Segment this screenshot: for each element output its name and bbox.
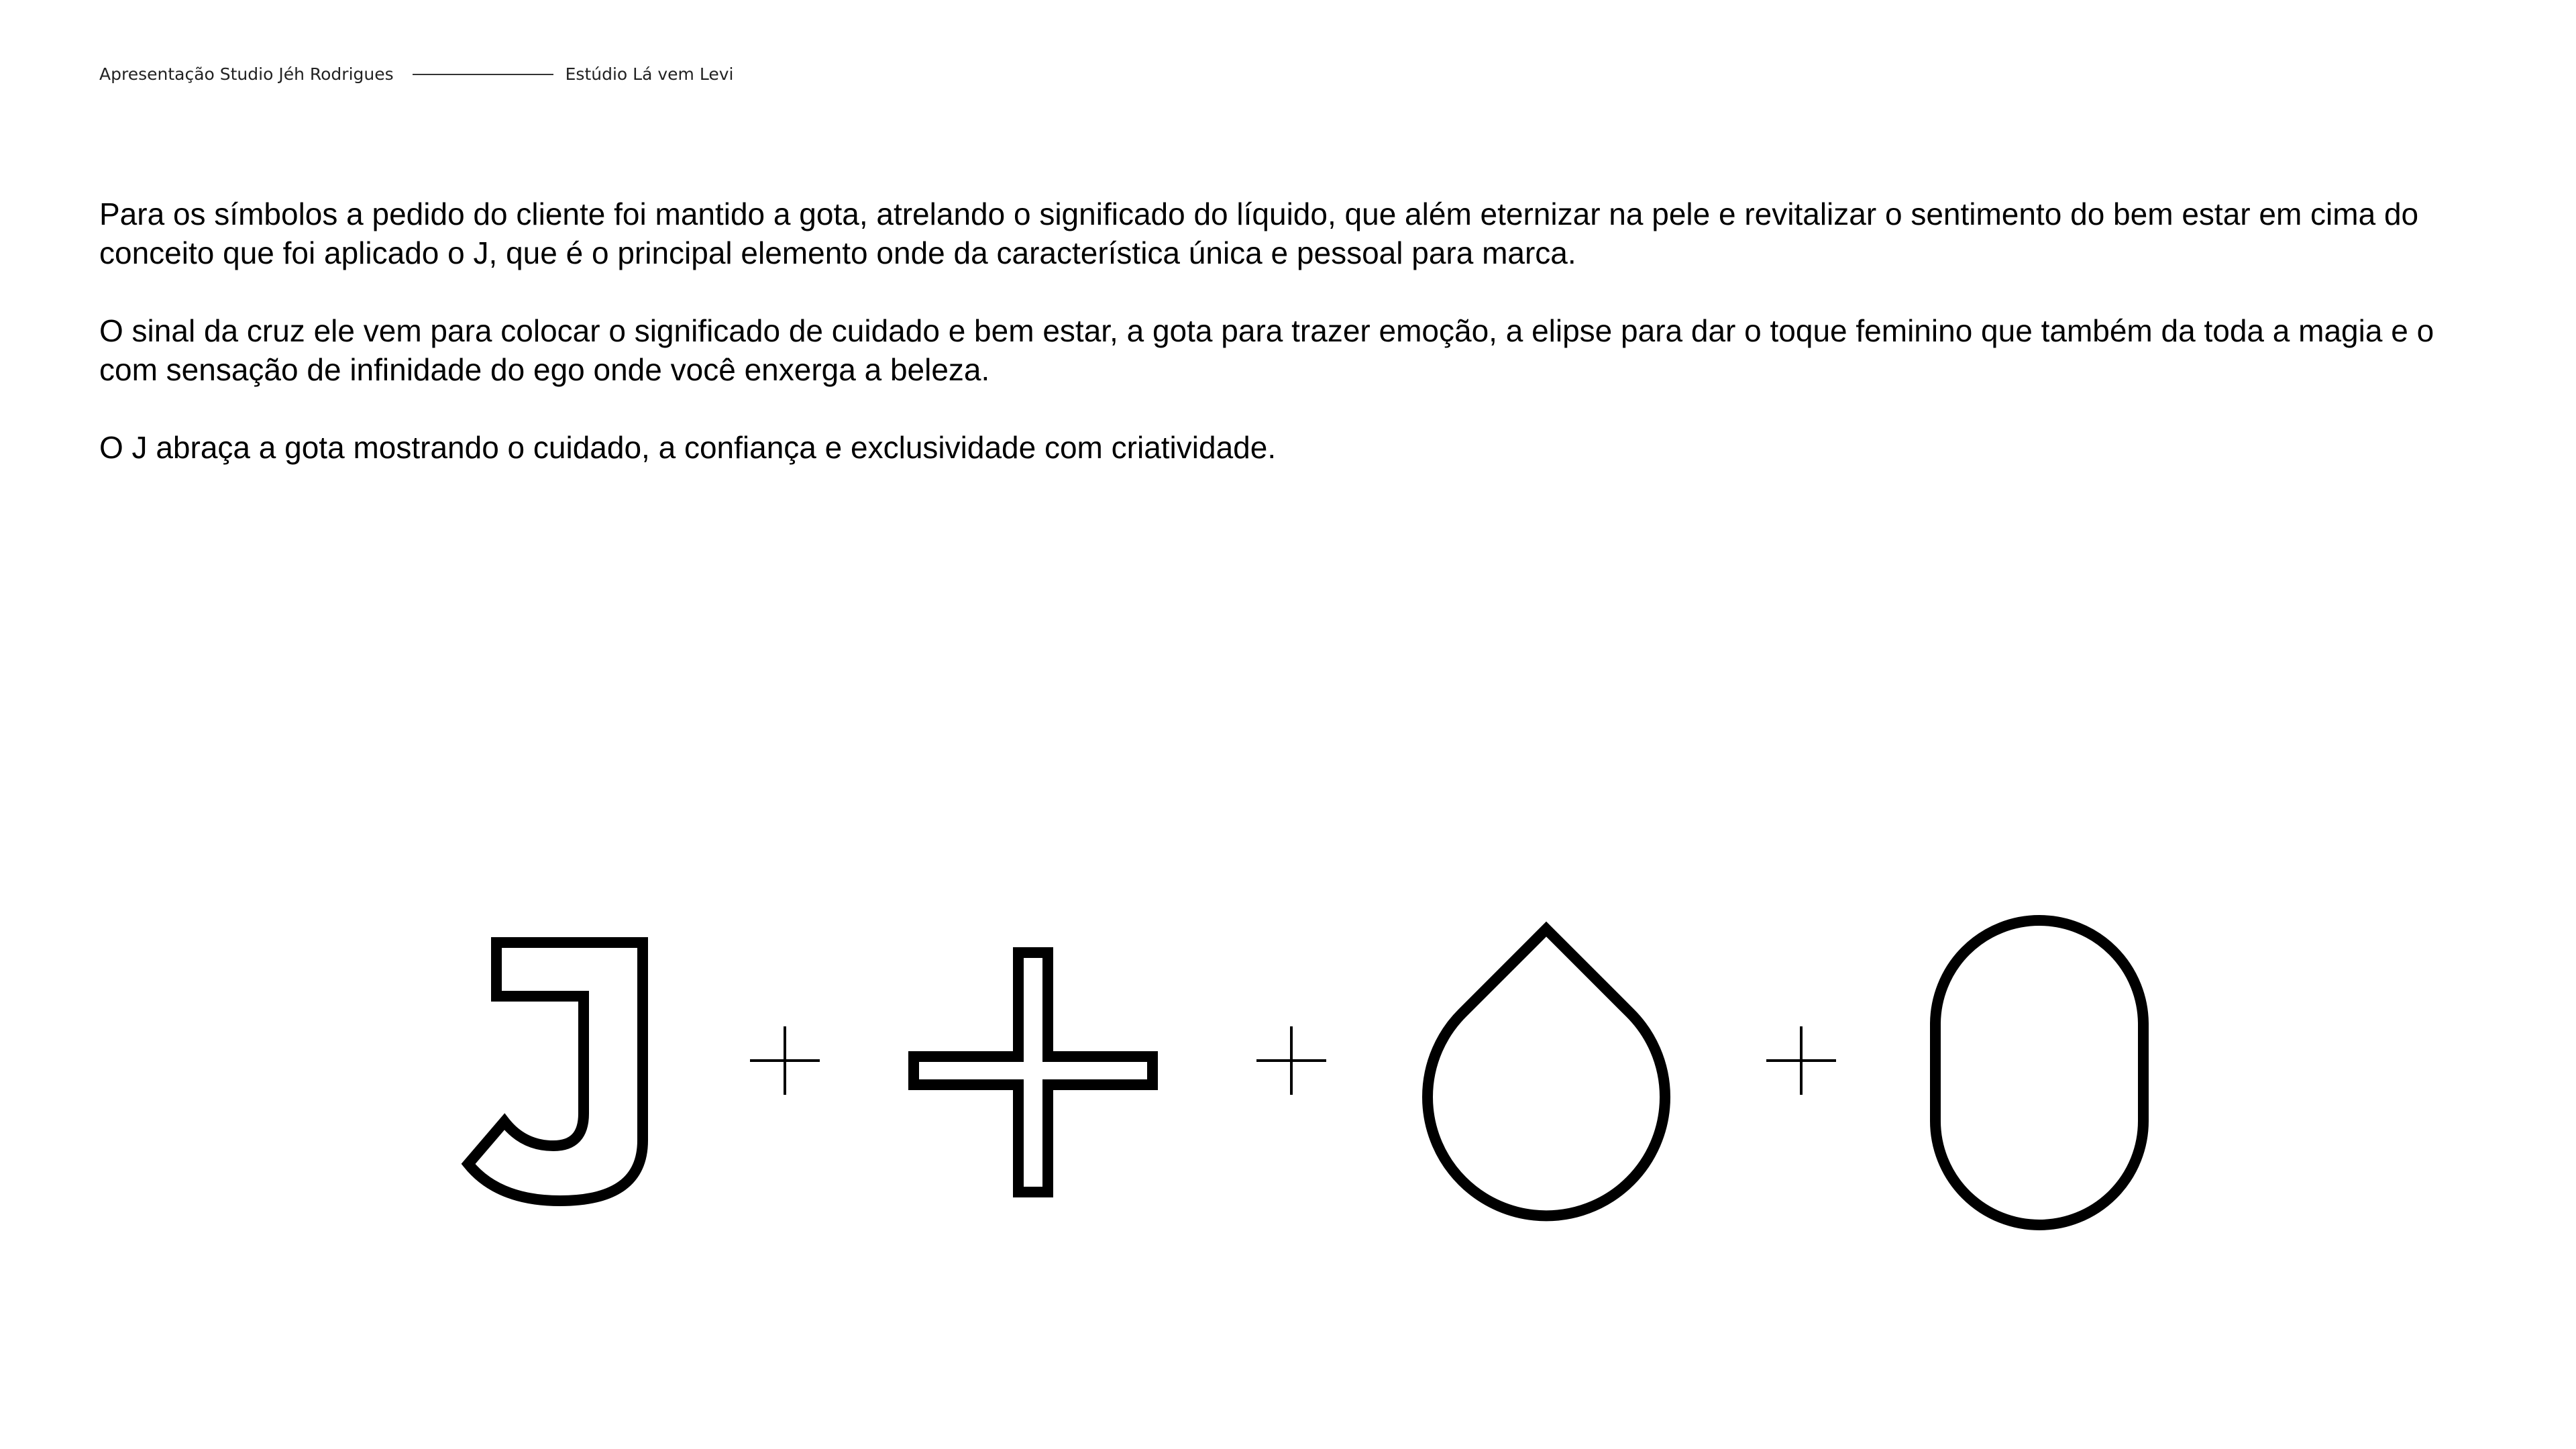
paragraph-symbols-drop: Para os símbolos a pedido do cliente foi mantido a gota, atrelando o significado do líquido, que além eternizar na pele e revitalizar o sentimento do bem estar em cima do conceito que foi aplicado o J, que é o principal elemento onde da característica única e pessoal para marca.	[99, 197, 2419, 270]
paragraph-j-embraces-drop: O J abraça a gota mostrando o cuidado, a confiança e exclusividade com criatividade.	[99, 430, 1277, 465]
paragraph-cross-meaning: O sinal da cruz ele vem para colocar o significado de cuidado e bem estar, a gota para trazer emoção, a elipse para dar o toque feminino que também da toda a magia e o com sensação de infinidade do ego onde você enxerga a beleza.	[99, 313, 2434, 387]
header-presentation-title: Apresentação Studio Jéh Rodrigues	[99, 64, 394, 84]
plus-sign-icon	[1766, 1026, 1836, 1095]
plus-sign-icon	[1256, 1026, 1326, 1095]
cross-outline-icon	[914, 953, 1152, 1192]
plus-sign-icon	[750, 1026, 820, 1095]
letter-j-outline-icon	[468, 943, 643, 1201]
header-studio-name: Estúdio Lá vem Levi	[565, 64, 734, 84]
drop-outline-icon	[1428, 929, 1665, 1216]
ellipse-outline-icon	[1935, 920, 2143, 1225]
